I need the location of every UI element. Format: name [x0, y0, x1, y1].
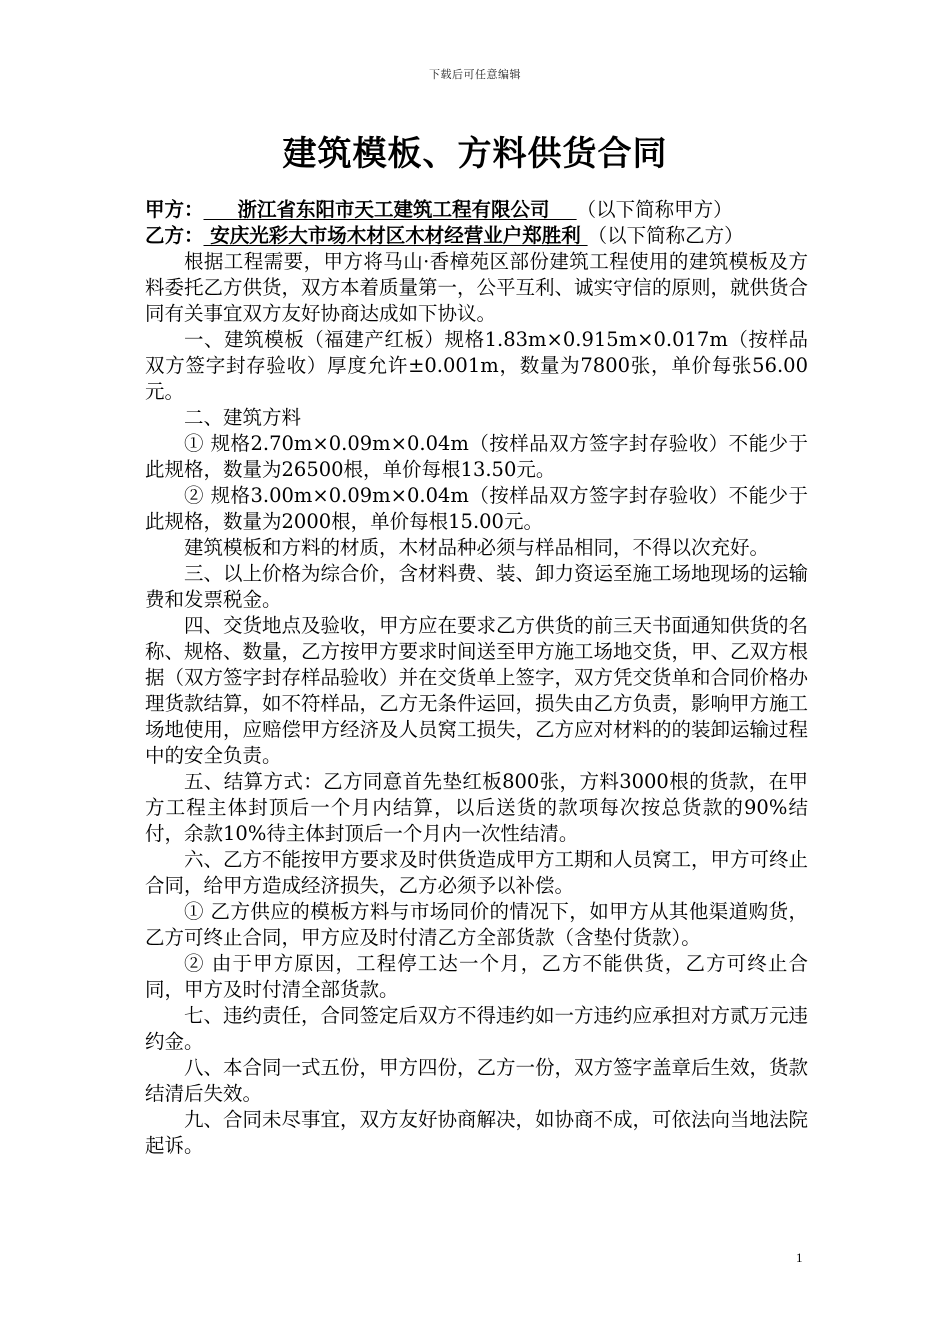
paragraph-clause-8: 八、本合同一式五份，甲方四份，乙方一份，双方签字盖章后生效，货款结清后失效。 — [145, 1056, 809, 1105]
paragraph-clause-1: 一、建筑模板（福建产红板）规格1.83m×0.915m×0.017m（按样品双方签字封存验收）厚度允许±0.001m，数量为7800张，单价每张56.00元。 — [145, 328, 808, 403]
paragraph-clause-6-item-2: ② 由于甲方原因，工程停工达一个月，乙方不能供货，乙方可终止合同，甲方及时付清全部货款。 — [145, 952, 808, 1001]
paragraph-clause-6-item-1: ① 乙方供应的模板方料与市场同价的情况下，如甲方从其他渠道购货，乙方可终止合同，甲方应及时付清乙方全部货款（含垫付货款）。 — [145, 900, 808, 949]
paragraph-clause-2-item-2: ② 规格3.00m×0.09m×0.04m（按样品双方签字封存验收）不能少于此规格，数量为2000根，单价每根15.00元。 — [145, 484, 808, 533]
paragraph-material-quality: 建筑模板和方料的材质，木材品种必须与样品相同，不得以次充好。 — [184, 536, 770, 559]
paragraph-clause-5: 五、结算方式：乙方同意首先垫红板800张，方料3000根的货款，在甲方工程主体封顶后一个月内结算，以后送货的款项每次按总货款的90%结付，余款10%待主体封顶后一个月内一次性结清。 — [145, 770, 808, 845]
paragraph-clause-9: 九、合同未尽事宜，双方友好协商解决，如协商不成，可依法向当地法院起诉。 — [145, 1108, 809, 1157]
party-a-name: 浙江省东阳市天工建筑工程有限公司 — [203, 198, 577, 221]
page-number: 1 — [796, 1250, 803, 1265]
party-a-line — [145, 197, 808, 223]
paragraph-intro: 根据工程需要，甲方将马山·香樟苑区部份建筑工程使用的建筑模板及方料委托乙方供货，双方本着质量第一，公平互利、诚实守信的原则，就供货合同有关事宜双方友好协商达成如下协议。 — [145, 250, 809, 325]
paragraph-clause-3: 三、以上价格为综合价，含材料费、装、卸力资运至施工场地现场的运输费和发票税金。 — [145, 562, 809, 611]
paragraph-clause-6: 六、乙方不能按甲方要求及时供货造成甲方工期和人员窝工，甲方可终止合同，给甲方造成经济损失，乙方必须予以补偿。 — [145, 848, 809, 897]
party-b-suffix: （以下简称乙方） — [587, 224, 744, 247]
document-title: 建筑模板、方料供货合同 — [282, 134, 668, 174]
paragraph-clause-2-heading: 二、建筑方料 — [184, 406, 302, 429]
paragraph-clause-4: 四、交货地点及验收，甲方应在要求乙方供货的前三天书面通知供货的名称、规格、数量，乙方按甲方要求时间送至甲方施工场地交货，甲、乙双方根据（双方签字封存样品验收）并在交货单上签字，双方凭交货单和合同价格办理货款结算，如不符样品，乙方无条件运回，损失由乙方负责，影响甲方施工场地使用，应赔偿甲方经济及人员窝工损失，乙方应对材料的的装卸运输过程中的安全负责。 — [145, 614, 809, 767]
paragraph-clause-7: 七、违约责任，合同签定后双方不得违约如一方违约应承担对方贰万元违约金。 — [145, 1004, 809, 1053]
paragraph-clause-2-item-1: ① 规格2.70m×0.09m×0.04m（按样品双方签字封存验收）不能少于此规格，数量为26500根，单价每根13.50元。 — [145, 432, 808, 481]
party-b-label: 乙方： — [145, 224, 204, 247]
party-a-label: 甲方： — [145, 198, 204, 221]
party-b-line — [145, 223, 808, 249]
page-header-note: 下载后可任意编辑 — [429, 68, 521, 81]
party-a-suffix: （以下简称甲方） — [576, 198, 733, 221]
party-b-name: 安庆光彩大市场木材区木材经营业户郑胜利 — [203, 224, 588, 247]
contract-body — [145, 197, 808, 1159]
